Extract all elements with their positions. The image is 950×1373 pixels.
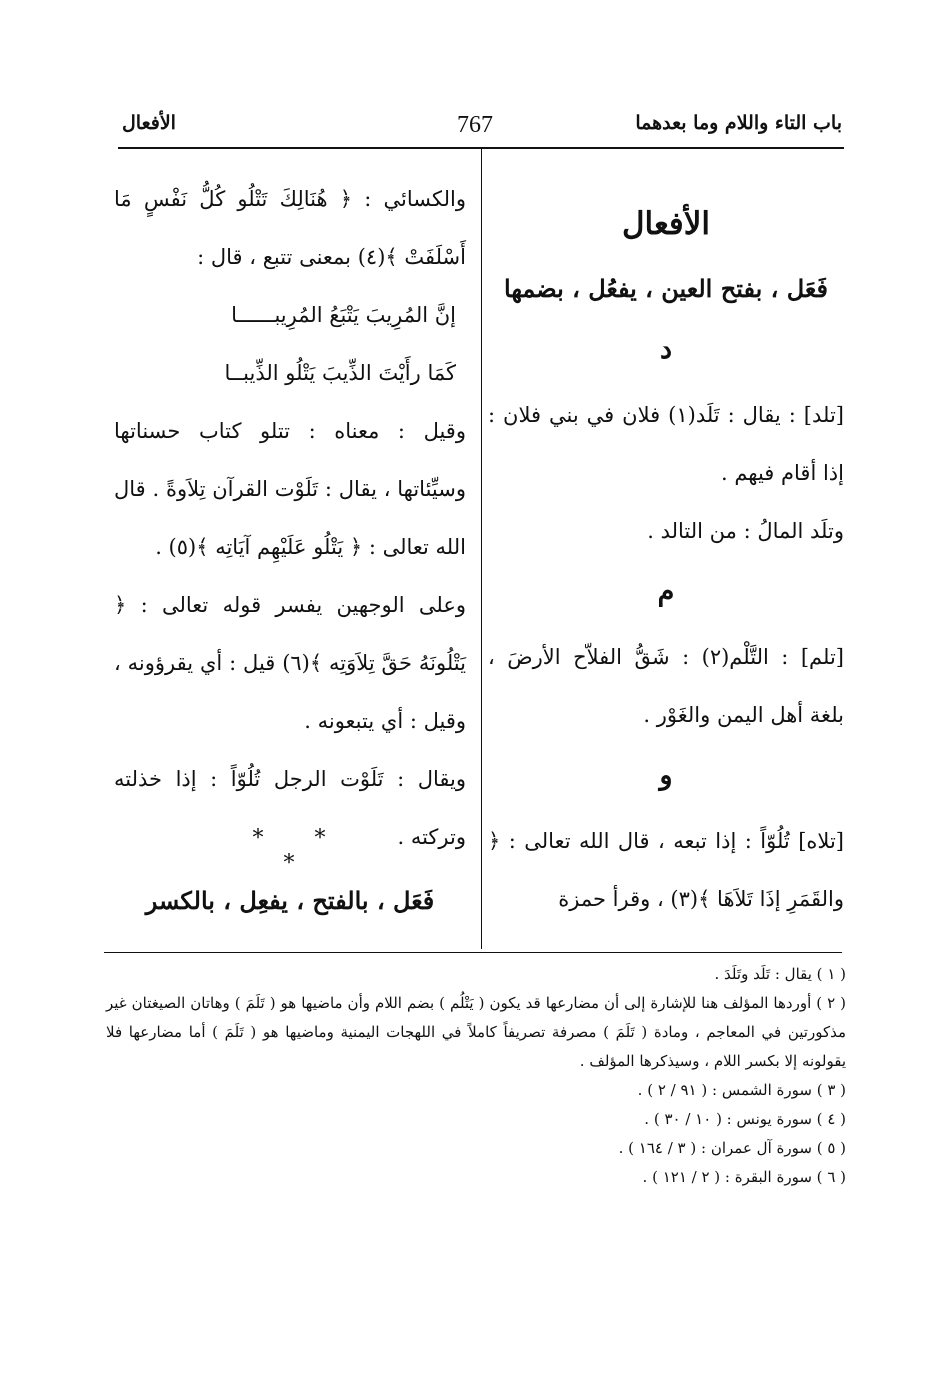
bottom-section-heading: فَعَل ، بالفتح ، يفعِل ، بالكسر — [145, 886, 435, 915]
letter-heading-mim: م — [657, 576, 675, 607]
section-title: الأفعال — [621, 206, 711, 242]
footnote: ( ٤ ) سورة يونس : ( ١٠ / ٣٠ ) . — [644, 1110, 846, 1128]
letter-heading-dal: د — [659, 334, 673, 365]
poetry-verse: إنَّ المُرِيبَ يَتْبَعُ المُرِيبــــــا — [231, 303, 456, 327]
column-divider — [481, 149, 482, 949]
footnote: ( ٣ ) سورة الشمس : ( ٩١ / ٢ ) . — [637, 1081, 846, 1099]
left-column — [114, 170, 466, 866]
footnote: ( ١ ) يقال : تَلَد وتَلَدَ . — [714, 965, 846, 983]
paragraph-meaning: وقيل : معناه : تتلو كتاب حسناتها وسيِّئاتها ، يقال : تَلَوْت القرآن تِلاَوةً . قال الله تعالى : ﴿ يَتْلُو عَلَيْهِم آيَاتِه ﴾(٥) . — [114, 419, 466, 559]
right-column — [488, 170, 844, 928]
page-number: 767 — [457, 112, 493, 138]
asterisk-separator: * * * — [252, 826, 348, 876]
running-header-right: باب التاء واللام وما بعدهما — [635, 112, 842, 134]
footnotes — [106, 960, 846, 1192]
footnote: ( ٦ ) سورة البقرة : ( ٢ / ١٢١ ) . — [642, 1168, 846, 1186]
section-subtitle: فَعَل ، بفتح العين ، يفعُل ، بضمها — [504, 274, 828, 303]
entry-talad-mal: وتلَد المالُ : من التالد . — [647, 519, 844, 543]
footnote: ( ٢ ) أوردها المؤلف هنا للإشارة إلى أن مضارعها قد يكون ( يَتْلُم ) بضم اللام وأن ماضيها هو ( تَلَمَ ) وهاتان الصيغتان غير مذكورتين في المعاجم ، ومادة ( تَلَمَ ) مصرفة تصريفاً كاملاً في اللهجات اليمنية وماضيها هو ( تَلَمَ ) أما مضارعها فلا يقولونه إلا بكسر اللام ، وسيذكرها المؤلف . — [106, 994, 847, 1070]
paragraph-two-views: وعلى الوجهين يفسر قوله تعالى : ﴿ يَتْلُونَهُ حَقَّ تِلاَوَتِه ﴾(٦) قيل : أي يقرؤونه ، وقيل : أي يتبعونه . — [114, 593, 466, 733]
footnote-rule — [104, 952, 842, 953]
footnote: ( ٥ ) سورة آل عمران : ( ٣ / ١٦٤ ) . — [618, 1139, 846, 1157]
entry-tala: [تلاه] تُلُوّاً : إذا تبعه ، قال الله تعالى : ﴿ والقَمَرِ إذَا تَلاَهَا ﴾(٣) ، وقرأ حمزة — [488, 829, 844, 911]
paragraph-khadhala: ويقال : تَلَوْت الرجل تُلُوّاً : إذا خذلته وتركته . — [114, 767, 466, 849]
paragraph-kisai: والكسائي : ﴿ هُنَالِكَ تَتْلُو كُلُّ نَفْسٍ مَا أَسْلَفَتْ ﴾(٤) بمعنى تتبع ، قال : — [114, 187, 466, 269]
entry-talad: [تلد] : يقال : تَلَد(١) فلان في بني فلان : إذا أقام فيهم . — [488, 403, 844, 485]
entry-talam: [تلم] : التَّلْم(٢) : شَقُّ الفلاّح الأرضَ ، بلغة أهل اليمن والغَوْر . — [488, 645, 844, 727]
poetry-verse: كَمَا رأَيْتَ الذِّيبَ يَتْلُو الذِّيبــا — [224, 361, 456, 385]
letter-heading-waw: و — [659, 760, 673, 791]
running-header-left: الأفعال — [122, 112, 176, 134]
